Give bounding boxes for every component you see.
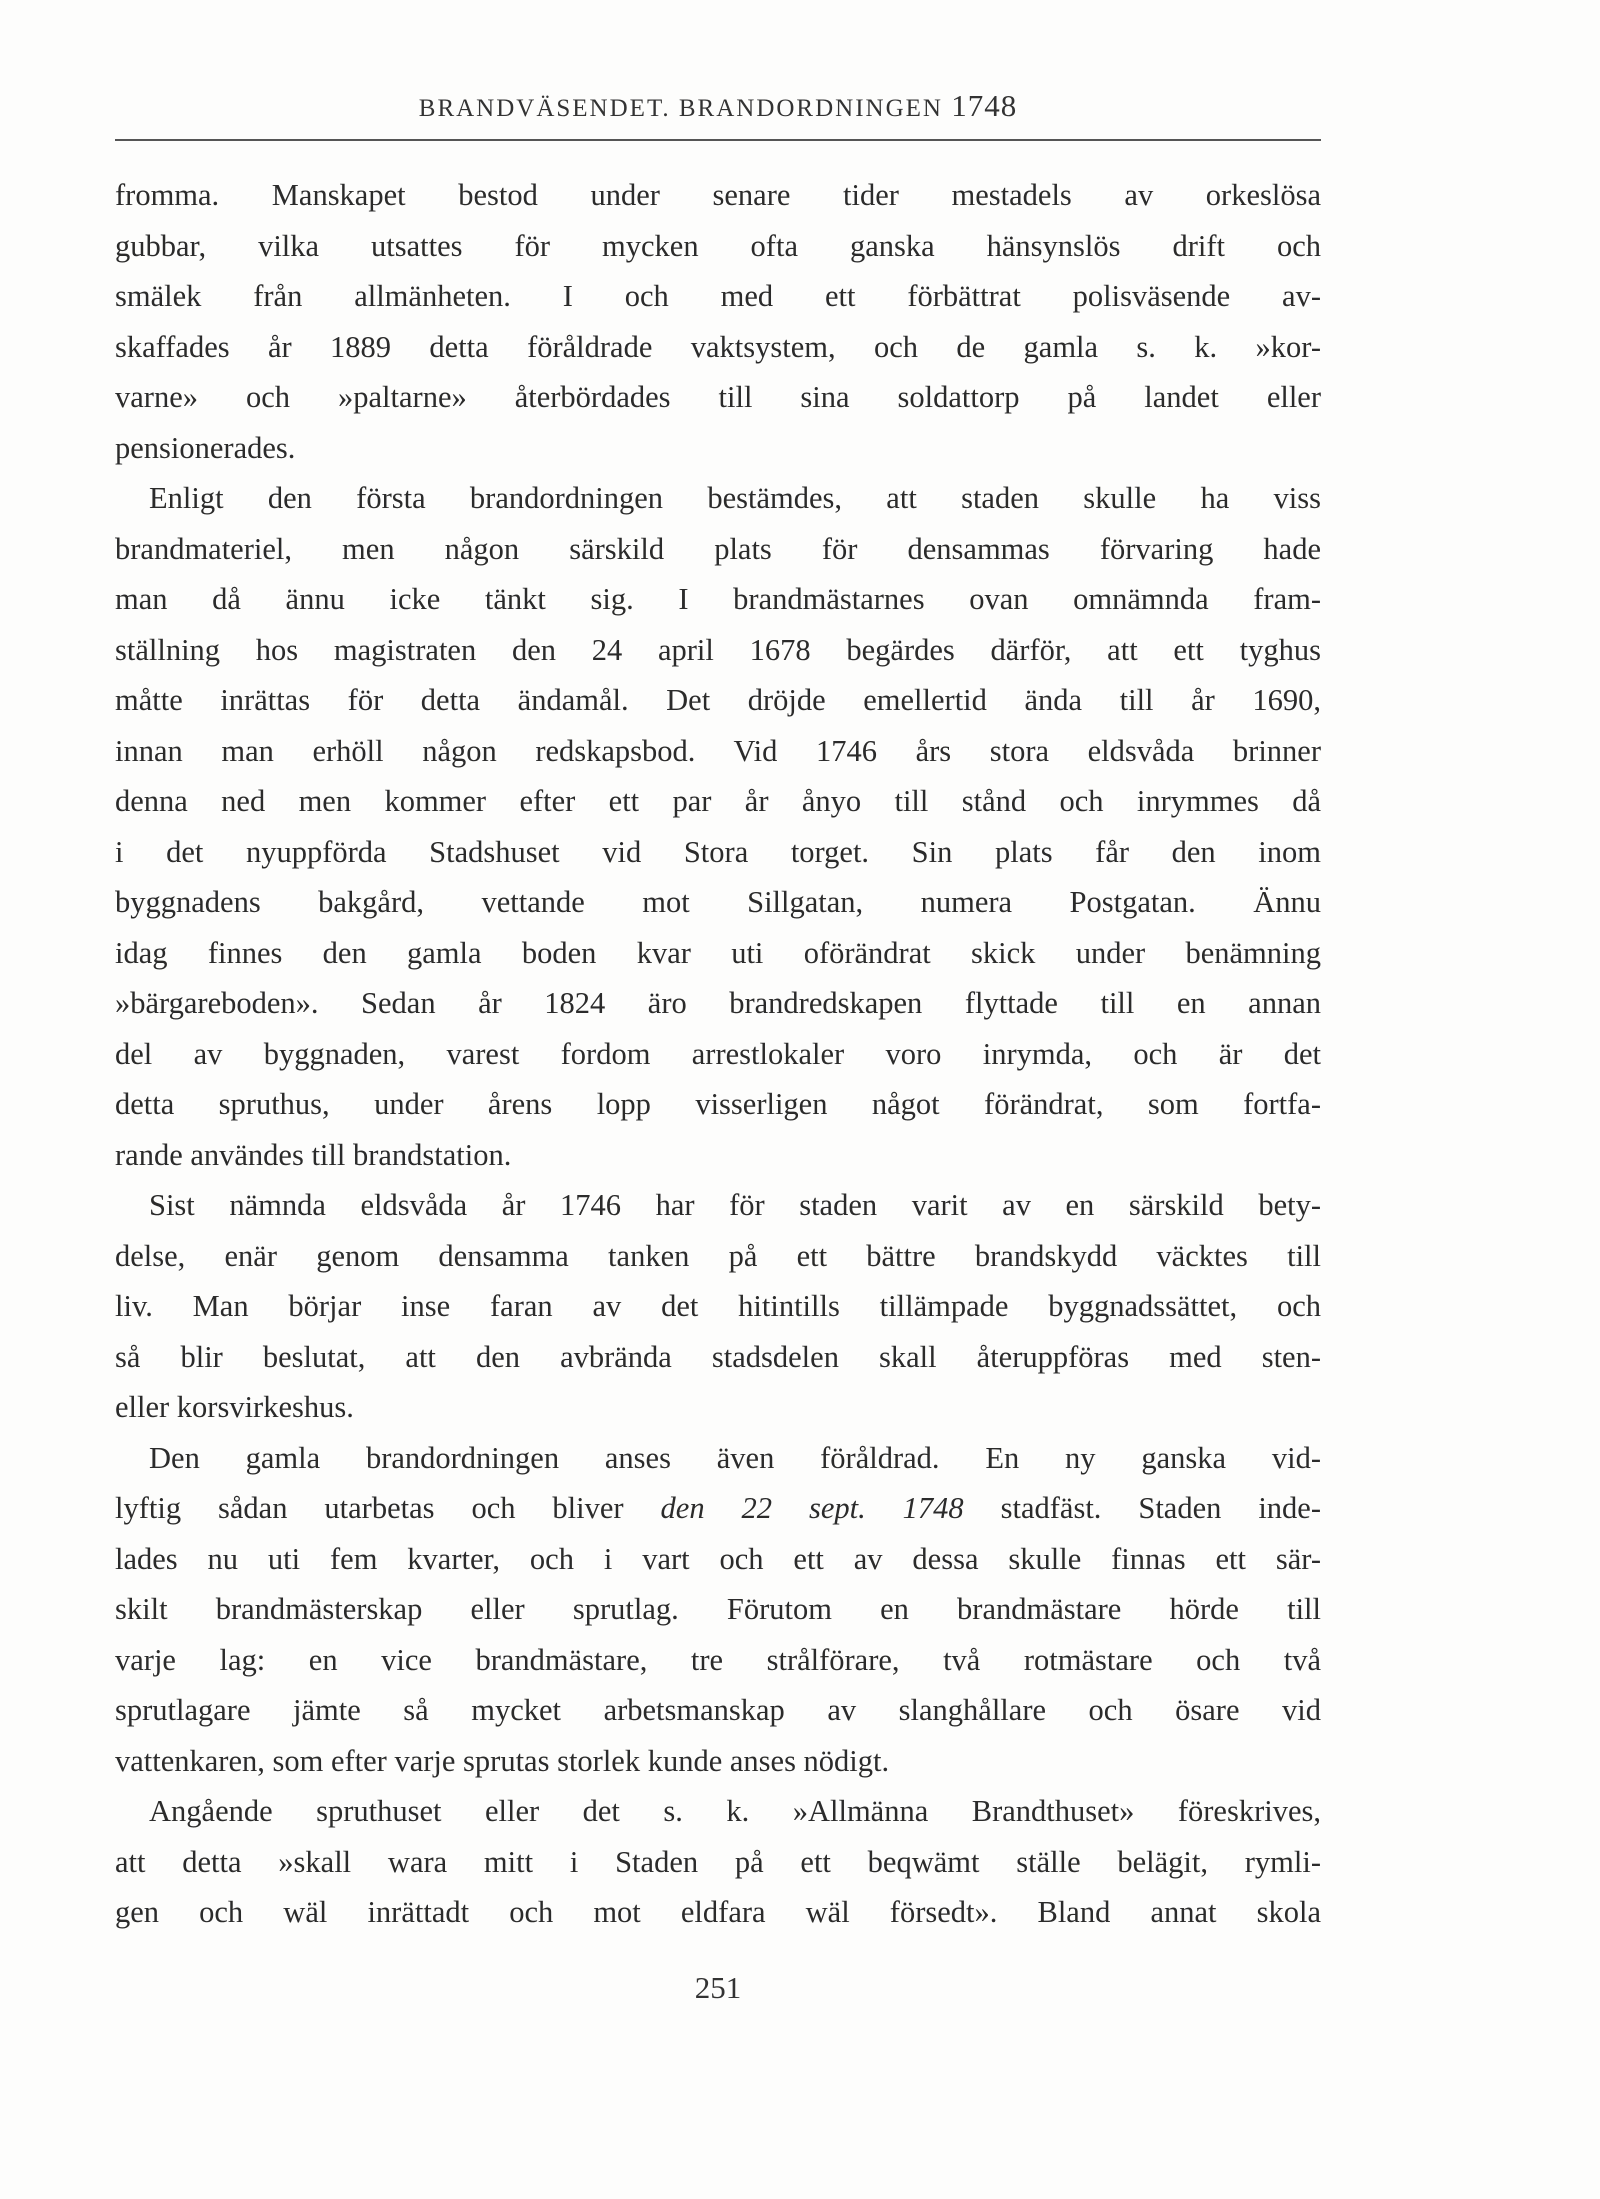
text-line: denna ned men kommer efter ett par år ånyo till stånd och inrymmes då xyxy=(115,784,1321,818)
text-line: smälek från allmänheten. I och med ett förbättrat polisväsende av- xyxy=(115,279,1321,313)
body-text xyxy=(115,170,1321,1938)
text-run: lyftig sådan utarbetas och bliver xyxy=(115,1491,661,1525)
italic-date: den 22 sept. 1748 xyxy=(660,1491,964,1525)
text-line: »bärgareboden». Sedan år 1824 äro brandredskapen flyttade till en annan xyxy=(115,986,1321,1020)
text-line: innan man erhöll någon redskapsbod. Vid 1746 års stora eldsvåda brinner xyxy=(115,733,1321,768)
running-header-year: 1748 xyxy=(951,88,1018,123)
text-line: pensionerades. xyxy=(115,430,296,465)
text-line: vattenkaren, som efter varje sprutas storlek kunde anses nödigt. xyxy=(115,1743,890,1778)
text-line: Enligt den första brandordningen bestämdes, att staden skulle ha viss xyxy=(149,481,1321,515)
text-line: man då ännu icke tänkt sig. I brandmästarnes ovan omnämnda fram- xyxy=(115,582,1321,616)
text-line: ställning hos magistraten den 24 april 1678 begärdes därför, att ett tyghus xyxy=(115,632,1321,667)
text-line: rande användes till brandstation. xyxy=(115,1137,512,1172)
text-line: skilt brandmästerskap eller sprutlag. Förutom en brandmästare hörde till xyxy=(115,1592,1321,1626)
text-line: Den gamla brandordningen anses även föråldrad. En ny ganska vid- xyxy=(149,1440,1321,1475)
running-header-title: BRANDVÄSENDET. BRANDORDNINGEN xyxy=(418,95,943,122)
page-number: 251 xyxy=(694,1970,742,2005)
text-line: måtte inrättas för detta ändamål. Det dröjde emellertid ända till år 1690, xyxy=(115,683,1321,717)
text-line: Sist nämnda eldsvåda år 1746 har för staden varit av en särskild bety- xyxy=(149,1188,1321,1222)
text-line: Angående spruthuset eller det s. k. »Allmänna Brandthuset» föreskrives, xyxy=(149,1794,1321,1828)
text-line: brandmateriel, men någon särskild plats för densammas förvaring hade xyxy=(115,531,1321,566)
text-line: lades nu uti fem kvarter, och i vart och ett av dessa skulle finnas ett sär- xyxy=(115,1541,1321,1576)
text-line: gen och wäl inrättadt och mot eldfara wäl försedt». Bland annat skola xyxy=(115,1895,1321,1929)
text-line: i det nyuppförda Stadshuset vid Stora torget. Sin plats får den inom xyxy=(115,834,1321,869)
text-line: att detta »skall wara mitt i Staden på ett beqwämt ställe belägit, rymli- xyxy=(115,1844,1321,1879)
header-rule xyxy=(115,139,1321,141)
text-line: detta spruthus, under årens lopp visserligen något förändrat, som fortfa- xyxy=(115,1087,1321,1121)
text-line: sprutlagare jämte så mycket arbetsmanskap av slanghållare och ösare vid xyxy=(115,1693,1321,1727)
text-line: skaffades år 1889 detta föråldrade vaktsystem, och de gamla s. k. »kor- xyxy=(115,329,1321,364)
text-line: delse, enär genom densamma tanken på ett bättre brandskydd väcktes till xyxy=(115,1238,1321,1273)
text-line xyxy=(115,1483,1321,1534)
text-line: gubbar, vilka utsattes för mycken ofta ganska hänsynslös drift och xyxy=(115,228,1321,263)
text-line: varne» och »paltarne» återbördades till sina soldattorp på landet eller xyxy=(115,380,1321,414)
text-line: del av byggnaden, varest fordom arrestlokaler voro inrymda, och är det xyxy=(115,1036,1321,1071)
text-line: idag finnes den gamla boden kvar uti oförändrat skick under benämning xyxy=(115,935,1321,970)
text-line: varje lag: en vice brandmästare, tre strålförare, två rotmästare och två xyxy=(115,1642,1321,1677)
text-line: fromma. Manskapet bestod under senare tider mestadels av orkeslösa xyxy=(115,178,1321,212)
text-line: byggnadens bakgård, vettande mot Sillgatan, numera Postgatan. Ännu xyxy=(115,885,1321,919)
text-line: så blir beslutat, att den avbrända stadsdelen skall återuppföras med sten- xyxy=(115,1339,1321,1374)
text-line: liv. Man börjar inse faran av det hitintills tillämpade byggnadssättet, och xyxy=(115,1289,1321,1323)
running-header xyxy=(115,88,1321,124)
text-run: stadfäst. Staden inde- xyxy=(963,1491,1321,1525)
text-line: eller korsvirkeshus. xyxy=(115,1390,354,1424)
